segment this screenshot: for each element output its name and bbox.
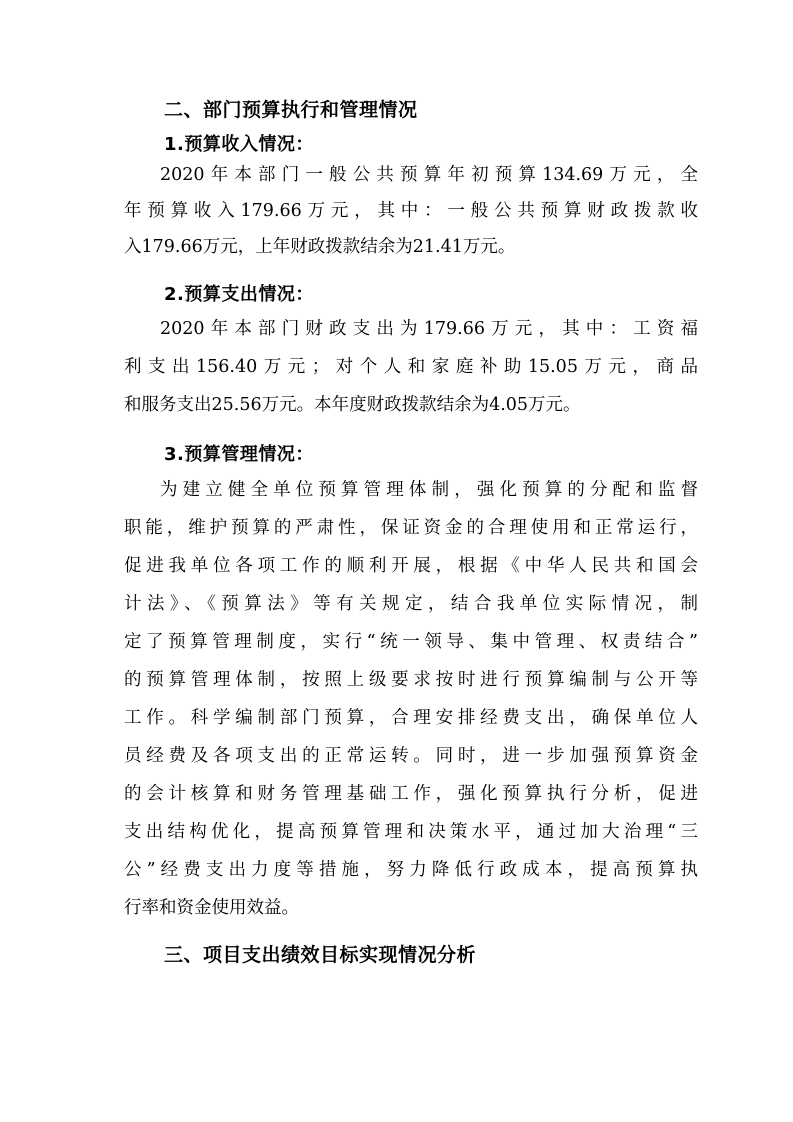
paragraph-line: 定了预算管理制度，实行“统一领导、集中管理、权责结合”	[124, 632, 698, 652]
section-heading-2: 二、部门预算执行和管理情况	[164, 99, 418, 121]
budget-income-title: 1.预算收入情况：	[164, 134, 314, 155]
paragraph-line: 的会计核算和财务管理基础工作，强化预算执行分析，促进	[124, 784, 698, 804]
paragraph-line: 促进我单位各项工作的顺利开展，根据《中华人民共和国会	[124, 556, 698, 576]
paragraph-line: 职能，维护预算的严肃性，保证资金的合理使用和正常运行，	[124, 518, 698, 538]
paragraph-line: 员经费及各项支出的正常运转。同时，进一步加强预算资金	[124, 746, 698, 766]
paragraph-line: 计法》、《预算法》等有关规定，结合我单位实际情况，制	[124, 594, 698, 614]
paragraph-line: 为建立健全单位预算管理体制，强化预算的分配和监督	[160, 480, 698, 500]
budget-expenditure-title: 2.预算支出情况：	[164, 284, 314, 305]
paragraph-line: 年预算收入179.66万元，其中：一般公共预算财政拨款收	[124, 201, 698, 221]
paragraph-line: 公”经费支出力度等措施，努力降低行政成本，提高预算执	[124, 860, 698, 880]
paragraph-line: 支出结构优化，提高预算管理和决策水平，通过加大治理“三	[124, 822, 698, 842]
paragraph-line: 的预算管理体制，按照上级要求按时进行预算编制与公开等	[124, 670, 698, 690]
paragraph-line: 2020年本部门一般公共预算年初预算134.69万元，全	[160, 165, 698, 185]
paragraph-line: 行率和资金使用效益。	[124, 898, 299, 918]
paragraph-line: 入179.66万元，上年财政拨款结余为21.41万元。	[124, 237, 516, 257]
paragraph-line: 工作。科学编制部门预算，合理安排经费支出，确保单位人	[124, 708, 698, 728]
budget-management-title: 3.预算管理情况：	[164, 444, 314, 465]
paragraph-line: 和服务支出25.56万元。本年度财政拨款结余为4.05万元。	[124, 395, 581, 415]
section-heading-3: 三、项目支出绩效目标实现情况分析	[164, 944, 477, 966]
paragraph-line: 2020年本部门财政支出为179.66万元，其中：工资福	[160, 319, 698, 339]
paragraph-line: 利支出156.40万元；对个人和家庭补助15.05万元，商品	[124, 357, 698, 377]
